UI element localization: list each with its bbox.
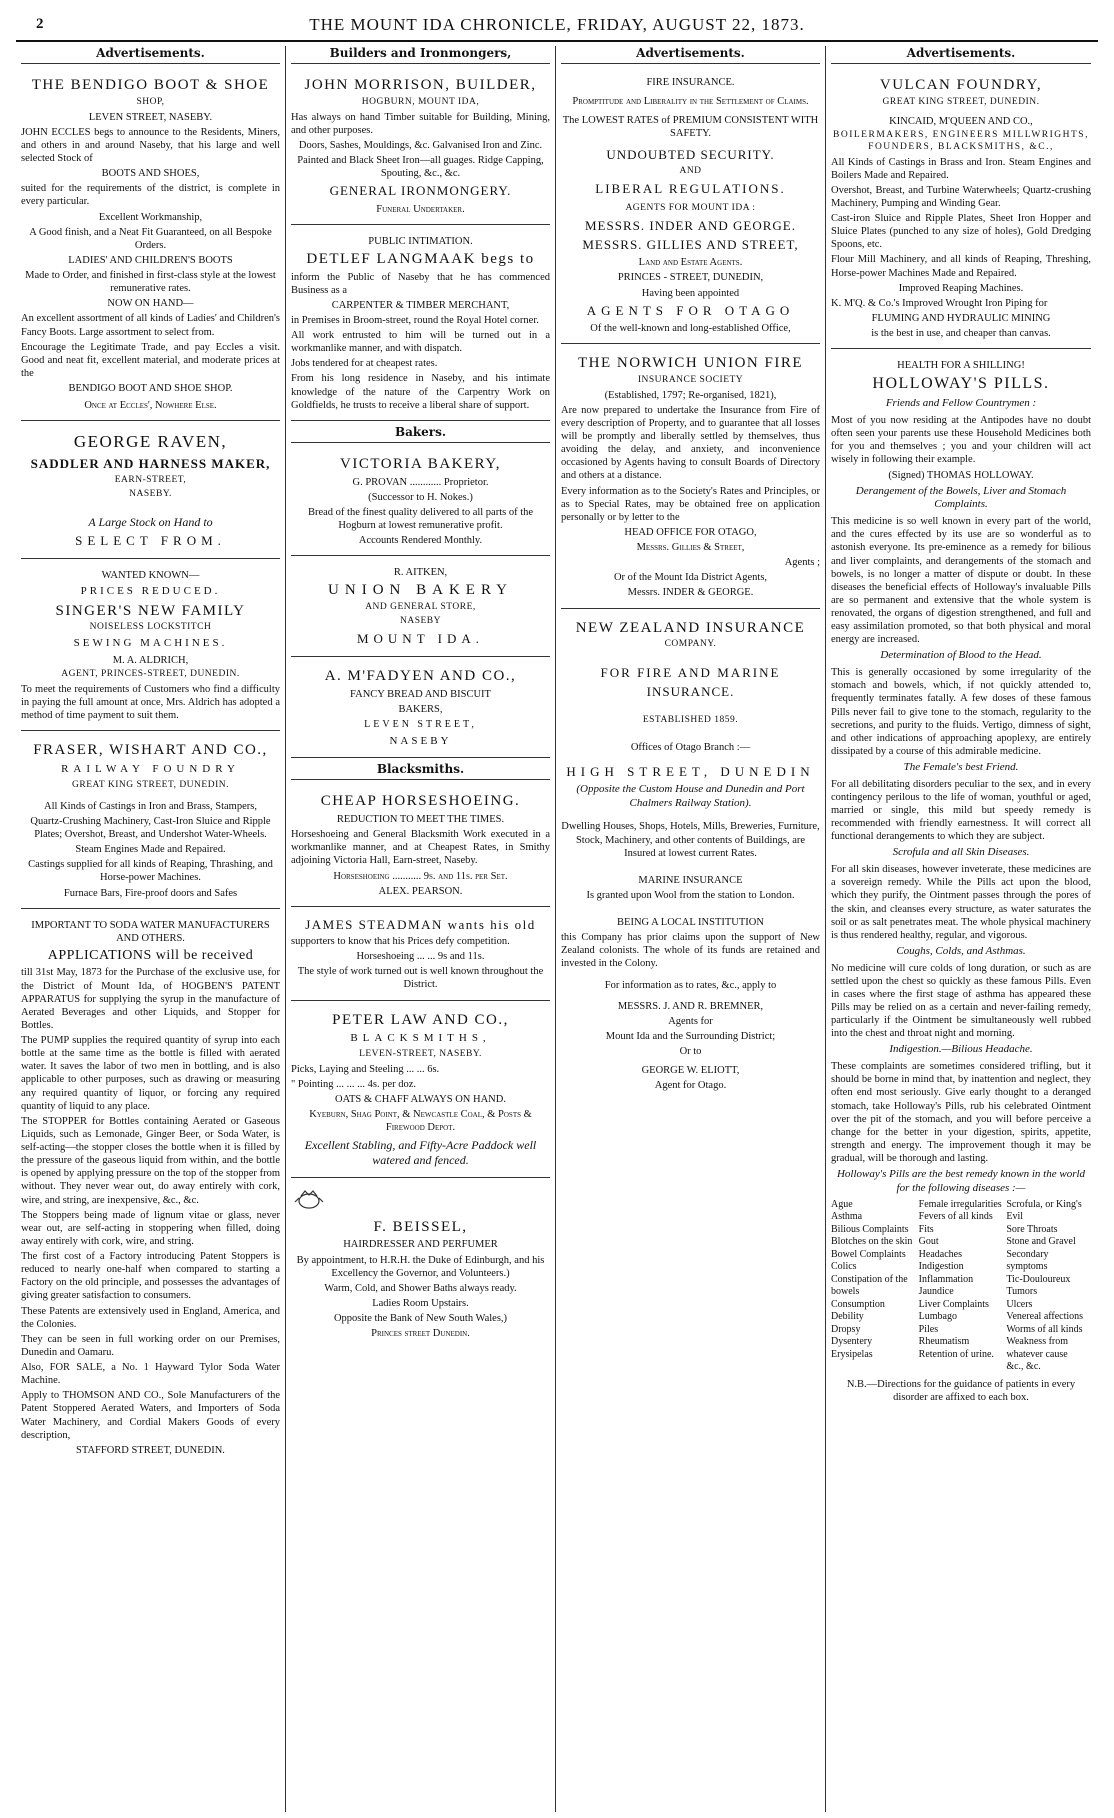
columns bbox=[16, 46, 1098, 1812]
ad-text: AND GENERAL STORE, bbox=[365, 602, 476, 612]
ad-text: Offices of Otago Branch :— bbox=[630, 741, 751, 753]
ad-text: Every information as to the Society's Rates and Principles, or as to Special Rates, may be obtained free on application personally or by letter to the bbox=[561, 485, 820, 523]
ad-trade: HAIRDRESSER AND PERFUMER bbox=[343, 1239, 498, 1251]
disease-list bbox=[831, 1199, 1091, 1374]
ad-text: is the best in use, and cheaper than canvas. bbox=[871, 328, 1051, 339]
ad-title: A. M'FADYEN AND CO., bbox=[324, 668, 517, 684]
disease-list-column: Scrofula, or King's Evil Sore Throats Stone and Gravel Secondary symptoms Tic-Douloureux Tumors Ulcers Venereal affections Worms of all kinds Weakness from whatever cause &c., &c. bbox=[1006, 1198, 1084, 1373]
ad-james-steadman bbox=[291, 911, 550, 1001]
ad-text: Excellent Stabling, and Fifty-Acre Paddock well watered and fenced. bbox=[304, 1137, 537, 1167]
ad-soda-water bbox=[21, 913, 280, 1465]
ad-text: MOUNT IDA. bbox=[356, 630, 485, 646]
ad-text: R. AITKEN, bbox=[393, 567, 448, 579]
ad-text: For information as to rates, &c., apply to bbox=[604, 979, 777, 991]
ad-slogan: Once at Eccles', Nowhere Else. bbox=[84, 400, 217, 412]
ad-text: Horseshoeing and General Blacksmith Work executed in a workmanlike manner, and at Cheapest Rates, in Smithy adjoining Victoria Hall, Earn-street, Naseby. bbox=[291, 829, 550, 867]
ad-text: NASEBY bbox=[399, 615, 441, 626]
ad-fraser-wishart bbox=[21, 735, 280, 908]
ad-text: supporters to know that his Prices defy competition. bbox=[291, 936, 510, 947]
ad-subheading: The Female's best Friend. bbox=[903, 761, 1019, 773]
ad-text: SELECT FROM. bbox=[75, 532, 226, 548]
ad-title: THE NORWICH UNION FIRE bbox=[577, 355, 804, 371]
section-heading: Blacksmiths. bbox=[291, 762, 550, 780]
ad-text: For all debilitating disorders peculiar to the sex, and in every contingency perilous to the life of woman, youthful or aged, married or single, this mild but speedy remedy is recommended with friendly earnestness. It will correct all functional derangements to which they are subject. bbox=[831, 778, 1091, 843]
ad-text: K. M'Q. & Co.'s Improved Wrought Iron Piping for bbox=[831, 297, 1048, 309]
ad-text: Also, FOR SALE, a No. 1 Hayward Tylor Soda Water Machine. bbox=[21, 1362, 280, 1387]
ad-title: APPLICATIONS will be received bbox=[47, 947, 254, 963]
ad-address: EARN-STREET, bbox=[114, 474, 187, 485]
ad-text: inform the Public of Naseby that he has commenced Business as a bbox=[291, 271, 550, 296]
ad-text: REDUCTION TO MEET THE TIMES. bbox=[336, 814, 505, 825]
ad-address: AGENT, PRINCES-STREET, DUNEDIN. bbox=[61, 669, 240, 680]
ad-text: Quartz-Crushing Machinery, Cast-Iron Sluice and Ripple Plates; Overshot, Breast, and Undershot Water-Wheels. bbox=[30, 815, 271, 840]
ad-text: Land and Estate Agents. bbox=[638, 257, 743, 269]
masthead-title: THE MOUNT IDA CHRONICLE, FRIDAY, AUGUST 22, 1873. bbox=[309, 15, 805, 34]
ad-text: Messrs. Gillies & Street, bbox=[636, 542, 745, 553]
ad-text: (Established, 1797; Re-organised, 1821), bbox=[604, 389, 777, 401]
ad-text: (Successor to H. Nokes.) bbox=[368, 491, 473, 503]
ad-text: Mount Ida and the Surrounding District; bbox=[605, 1030, 776, 1042]
ad-text: Picks, Laying and Steeling ... ... 6s. bbox=[291, 1063, 440, 1075]
ad-text: BEING A LOCAL INSTITUTION bbox=[617, 917, 764, 928]
ad-text: NASEBY bbox=[389, 734, 452, 747]
ad-text: PRICES REDUCED. bbox=[80, 584, 221, 597]
ad-text: The LOWEST RATES of PREMIUM CONSISTENT WITH SAFETY. bbox=[562, 115, 819, 140]
ad-text: WANTED KNOWN— bbox=[101, 569, 200, 581]
ad-title: VULCAN FOUNDRY, bbox=[879, 77, 1043, 93]
ad-title: THE BENDIGO BOOT & SHOE bbox=[31, 77, 270, 93]
ad-text: ALEX. PEARSON. bbox=[378, 885, 463, 897]
ad-text: Painted and Black Sheet Iron—all guages. Ridge Capping, Spouting, &c., &c. bbox=[297, 155, 544, 180]
ad-title: FRASER, WISHART AND CO., bbox=[33, 742, 268, 759]
column-heading: Builders and Ironmongers, bbox=[291, 46, 550, 64]
ad-text: This medicine is so well known in every part of the world, and the cures effected by its use are so wonderful as to astonish everyone. Its pre-eminence as a remedy for bilious and liver complaints, and derangements of the stomach and bowels, is no longer a matter of dispute or doubt. In these diseases the beneficial effects of Holloway's invaluable Pills are so permanent and extensive that the whole system is renovated, the organs of digestion strengthened, and full and easy assimilation promoted, so that both physical and moral energy are increased. bbox=[831, 516, 1091, 646]
ad-address: HOGBURN, MOUNT IDA, bbox=[361, 96, 480, 107]
ad-text: HEAD OFFICE FOR OTAGO, bbox=[624, 526, 757, 538]
ad-text: MESSRS. INDER AND GEORGE. bbox=[585, 217, 796, 233]
ad-text: All Kinds of Castings in Brass and Iron. Steam Engines and Boilers Made and Repaired. bbox=[831, 156, 1091, 181]
ad-text: Steam Engines Made and Repaired. bbox=[75, 844, 226, 856]
ad-subtitle: RAILWAY FOUNDRY bbox=[61, 763, 240, 776]
ad-text: Ladies Room Upstairs. bbox=[372, 1297, 469, 1309]
ad-text: The style of work turned out is well known throughout the District. bbox=[297, 966, 544, 991]
ad-address: GREAT KING STREET, DUNEDIN. bbox=[882, 96, 1040, 107]
ad-subheading: Determination of Blood to the Head. bbox=[880, 649, 1042, 662]
ad-text: FOR FIRE AND MARINE bbox=[600, 665, 781, 681]
column-heading: Advertisements. bbox=[561, 46, 820, 64]
ad-singer-sewing bbox=[21, 563, 280, 732]
ad-text: KINCAID, M'QUEEN AND CO., bbox=[889, 115, 1033, 127]
ad-text: BOILERMAKERS, ENGINEERS MILLWRIGHTS, FOUNDERS, BLACKSMITHS, &C., bbox=[833, 129, 1089, 152]
ad-text: Furnace Bars, Fire-proof doors and Safes bbox=[63, 887, 238, 899]
ad-text: Or to bbox=[679, 1046, 702, 1057]
ad-text: Excellent Workmanship, bbox=[98, 211, 203, 223]
ad-trade: CARPENTER & TIMBER MERCHANT, bbox=[331, 299, 510, 311]
ad-text: All work entrusted to him will be turned out in a workmanlike manner, and with dispatch. bbox=[291, 330, 550, 355]
column-2 bbox=[286, 46, 556, 1812]
ad-f-beissel bbox=[291, 1182, 550, 1349]
ad-norwich-union bbox=[561, 348, 820, 609]
ad-subtitle: SHOP, bbox=[136, 96, 165, 107]
ad-title: VICTORIA BAKERY, bbox=[340, 455, 501, 472]
disease-list-column: Ague Asthma Bilious Complaints Blotches on the skin Bowel Complaints Colics Constipation of the bowels Consumption Debility Dropsy Dysentery Erysipelas bbox=[831, 1198, 913, 1360]
ad-text: AGENTS FOR MOUNT IDA : bbox=[625, 202, 756, 213]
ad-text: From his long residence in Naseby, and his intimate knowledge of the nature of the Carpentry Work on Goldfields, he trusts to receive a liberal share of support. bbox=[291, 373, 550, 411]
ad-text: MESSRS. J. AND R. BREMNER, bbox=[617, 1000, 764, 1012]
ad-text: Horseshoeing ........... 9s. and 11s. per Set. bbox=[333, 870, 508, 882]
ad-text: Friends and Fellow Countrymen : bbox=[885, 397, 1037, 410]
ad-holloways-pills bbox=[831, 353, 1091, 1412]
ad-subheading: Indigestion.—Bilious Headache. bbox=[889, 1043, 1033, 1056]
ad-text: These complaints are sometimes considered trifling, but it should be borne in mind that, by inattention and neglect, they often end most seriously. Give early thought to a deranged stomach, take Holloway's Pills, rub his celebrated Ointment over the pit of the stomach, and you will before perceive a change for the better in your digestion, spirits, appetite, strength and energy. The improvement though it may be gradual, will be thorough and lasting. bbox=[831, 1061, 1091, 1164]
ad-text: LADIES' AND CHILDREN'S BOOTS bbox=[68, 254, 233, 266]
ad-text: These Patents are extensively used in England, America, and the Colonies. bbox=[21, 1305, 280, 1330]
ad-text: LEVEN STREET, bbox=[364, 719, 477, 730]
ad-subheading: Holloway's Pills are the best remedy known in the world for the following diseases :— bbox=[836, 1168, 1086, 1194]
ad-text: A Good finish, and a Neat Fit Guaranteed, on all Bespoke Orders. bbox=[29, 226, 272, 251]
ad-text: ESTABLISHED 1859. bbox=[642, 714, 739, 725]
ad-text: By appointment, to H.R.H. the Duke of Edinburgh, and his Excellency the Governor, and Volunteers.) bbox=[296, 1254, 545, 1279]
ad-mcfadyen bbox=[291, 661, 550, 758]
ad-text: GENERAL IRONMONGERY. bbox=[329, 183, 512, 199]
ad-text: till 31st May, 1873 for the Purchase of the exclusive use, for the District of Mount Ida, of HOGBEN'S PATENT APPARATUS for supplying the syrup in the manufacture of Aerated Beverages and other Liquids, and Stopper for Bottles. bbox=[21, 967, 280, 1031]
ad-subheading: Derangement of the Bowels, Liver and Stomach Complaints. bbox=[855, 484, 1067, 511]
ad-alex-pearson bbox=[291, 786, 550, 907]
ad-text: Or of the Mount Ida District Agents, bbox=[613, 572, 768, 584]
ad-text: BOOTS AND SHOES, bbox=[101, 168, 200, 180]
ad-text: Improved Reaping Machines. bbox=[898, 282, 1024, 294]
ad-text: INSURANCE. bbox=[646, 684, 735, 700]
column-3 bbox=[556, 46, 826, 1812]
ad-trade: SADDLER AND HARNESS MAKER, bbox=[30, 455, 271, 471]
ad-text: AND bbox=[679, 165, 702, 176]
page-number: 2 bbox=[36, 16, 45, 32]
masthead-rule bbox=[16, 40, 1098, 42]
ad-address: STAFFORD STREET, DUNEDIN. bbox=[76, 1444, 225, 1456]
ad-text: Are now prepared to undertake the Insurance from Fire of every description of Property, and to guarantee that all losses will be promptly and liberally settled by themselves, thus avoiding the delay, and anxiety, and inconvenience occasioned by Agents having to consult Boards of Directory and others at a distance. bbox=[561, 404, 820, 482]
ad-text: N.B.—Directions for the guidance of patients in every disorder are affixed to each box. bbox=[846, 1378, 1076, 1403]
ad-text: Promptitude and Liberality in the Settlement of Claims. bbox=[572, 96, 809, 108]
ad-heading: PUBLIC INTIMATION. bbox=[368, 235, 473, 247]
ad-text: Has always on hand Timber suitable for Building, Mining, and other purposes. bbox=[291, 111, 550, 136]
ad-text: The STOPPER for Bottles containing Aerated or Gaseous Liquids, such as Lemonade, Ginger Beer, or Soda Water, is self-acting—the stopper closes the bottle when it is filled by the pressure of the gaseous liquid from within, and the bottle is opened by applying pressure on the top of the stopper from without. They never wear out, do away entirely with cork, wire, and string, are inexpensive, &c., &c. bbox=[21, 1115, 280, 1206]
ad-fire-insurance bbox=[561, 70, 820, 344]
ad-text: Apply to THOMSON AND CO., Sole Manufacturers of the Patent Stoppered Aerated Waters, and Importers of Soda Water Machinery, and Cordial Makers Goods of every description, bbox=[21, 1390, 280, 1441]
column-1 bbox=[16, 46, 286, 1812]
ad-text: No medicine will cure colds of long duration, or such as are settled upon the chest so quickly as these famous Pills. Even in cases where the first stage of asthma has appeared these Pills may be relied on as a certain and never-failing remedy, particularly if the Ointment be simultaneously well rubbed into the chest and throat night and morning. bbox=[831, 962, 1091, 1040]
ad-text: Agents ; bbox=[784, 557, 820, 569]
ad-text: This is generally occasioned by some irregularity of the stomach and bowels, which, if not quickly attended to, frequently terminates fatally. A few doses of these famous Pills never fail to give tone to the stomach, regularity to the secretions, and purity to the fluids. Vertigo, dimness of sight, and other indications of approaching apoplexy, are entirely dissipated by a course of this admirable medicine. bbox=[831, 667, 1091, 757]
ad-text: Jobs tendered for at cheapest rates. bbox=[291, 358, 438, 370]
ad-victoria-bakery bbox=[291, 449, 550, 556]
ad-text: OATS & CHAFF ALWAYS ON HAND. bbox=[335, 1094, 506, 1106]
ad-text: (Signed) THOMAS HOLLOWAY. bbox=[888, 469, 1034, 481]
ad-text: They can be seen in full working order on our Premises, Dunedin and Oamaru. bbox=[21, 1333, 280, 1358]
ad-text: LIBERAL REGULATIONS. bbox=[595, 180, 786, 196]
ad-text: Opposite the Bank of New South Wales,) bbox=[333, 1313, 508, 1324]
ad-text: AGENTS FOR OTAGO bbox=[586, 302, 795, 318]
ad-text: Cast-iron Sluice and Ripple Plates, Sheet Iron Hopper and Sluice Plates (punched to any size of holes), Gold Dredging Spoons, etc. bbox=[831, 213, 1091, 251]
ad-text: For all skin diseases, however inveterate, these medicines are a sovereign remedy. While the Pills act upon the blood, which they purify, the Ointment passes through the pores of the skin, and cleanses every structure, as water saturates the soil or as salt penetrates meat. The whole physical machinery is thus rendered healthy, regular, and vigorous. bbox=[831, 864, 1091, 941]
ad-text: HEALTH FOR A SHILLING! bbox=[897, 360, 1025, 372]
ad-subtitle: COMPANY. bbox=[664, 639, 717, 650]
ad-text: Made to Order, and finished in first-class style at the lowest remunerative rates. bbox=[25, 270, 276, 295]
ad-subheading: Coughs, Colds, and Asthmas. bbox=[896, 944, 1026, 957]
ad-text: BENDIGO BOOT AND SHOE SHOP. bbox=[68, 383, 233, 394]
ad-text: JOHN ECCLES begs to announce to the Residents, Miners, and others in and around Naseby, that his large and well selected Stock of bbox=[21, 126, 280, 164]
ad-title: DETLEF LANGMAAK begs to bbox=[306, 250, 535, 267]
ad-text: FANCY BREAD AND BISCUIT bbox=[350, 688, 491, 700]
ad-title: CHEAP HORSESHOEING. bbox=[320, 793, 521, 810]
ad-title: HOLLOWAY'S PILLS. bbox=[872, 375, 1050, 393]
ad-text: BLACKSMITHS, bbox=[350, 1032, 491, 1045]
ad-bendigo-boot-shop bbox=[21, 70, 280, 421]
ad-text: Castings supplied for all kinds of Reaping, Thrashing, and Horse-power Machines. bbox=[28, 859, 273, 884]
ad-title: JOHN MORRISON, BUILDER, bbox=[304, 77, 537, 93]
ad-text: Dwelling Houses, Shops, Hotels, Mills, Breweries, Furniture, Stock, Machinery, and other contents of Buildings, are Insured at lowest current Rates. bbox=[561, 821, 820, 859]
ad-text: The PUMP supplies the required quantity of syrup into each bottle at the same time as the bottle is filled with aerated water. It saves the labor of two men in bottling, and is also applicable to other purposes, such as drawing or measuring any required quantity of liquor, or forcing any required quantity of liquid to any place. bbox=[21, 1035, 280, 1112]
ad-heading: IMPORTANT TO SODA WATER MANUFACTURERS AND OTHERS. bbox=[31, 919, 270, 944]
column-heading: Advertisements. bbox=[21, 46, 280, 64]
ad-text: NOISELESS LOCKSTITCH bbox=[89, 622, 212, 633]
ad-title: PETER LAW AND CO., bbox=[332, 1011, 509, 1028]
ad-detlef-langmaak bbox=[291, 229, 550, 421]
ad-address: Princes street Dunedin. bbox=[371, 1328, 470, 1340]
ad-john-morrison bbox=[291, 70, 550, 225]
ad-text: Funeral Undertaker. bbox=[376, 203, 465, 215]
ad-text: The Stoppers being made of lignum vitae or glass, never wear out, are self-acting in stoppering when filled, doing away entirely with cork, wire, and string. bbox=[21, 1209, 280, 1247]
ad-address: NASEBY. bbox=[129, 488, 172, 499]
ad-text: Warm, Cold, and Shower Baths always ready. bbox=[324, 1282, 517, 1294]
ad-text: in Premises in Broom-street, round the Royal Hotel corner. bbox=[291, 314, 539, 326]
ad-text: To meet the requirements of Customers who find a difficulty in paying the full amount at once, Mrs. Aldrich has adopted a method of time payment to suit them. bbox=[21, 684, 280, 722]
ad-text: Kyeburn, Shag Point, & Newcastle Coal, & Posts & Firewood Depot. bbox=[309, 1109, 532, 1134]
ad-text: FLUMING AND HYDRAULIC MINING bbox=[871, 312, 1051, 324]
ad-text: GEORGE W. ELIOTT, bbox=[641, 1065, 740, 1077]
ad-address: GREAT KING STREET, DUNEDIN. bbox=[72, 779, 229, 790]
ad-text: Overshot, Breast, and Turbine Waterwheels; Quartz-crushing Machinery, Pumping and Winding Gear. bbox=[831, 184, 1091, 209]
ad-text: Flour Mill Machinery, and all kinds of Reaping, Threshing, Horse-power Machines Made and Repaired. bbox=[831, 254, 1091, 279]
ad-text: Encourage the Legitimate Trade, and pay Eccles a visit. Good and neat fit, excellent material, and moderate prices at the bbox=[21, 341, 280, 379]
ad-address: LEVEN-STREET, NASEBY. bbox=[359, 1049, 482, 1059]
column-heading: Advertisements. bbox=[831, 46, 1091, 64]
ad-text: PRINCES - STREET, DUNEDIN, bbox=[617, 272, 764, 284]
ad-title: FIRE INSURANCE. bbox=[646, 77, 735, 88]
ad-subheading: Scrofula and all Skin Diseases. bbox=[892, 846, 1030, 859]
ad-agent: M. A. ALDRICH, bbox=[112, 655, 189, 666]
ad-text: Messrs. INDER & GEORGE. bbox=[627, 587, 754, 599]
ad-text: Most of you now residing at the Antipodes have no doubt often seen your parents use these Household Medicines both for you and themselves ; you and your children will act wisely in following their example. bbox=[831, 415, 1091, 466]
ad-text: UNDOUBTED SECURITY. bbox=[606, 146, 775, 162]
ad-title: NEW ZEALAND INSURANCE bbox=[575, 619, 806, 636]
ad-text: An excellent assortment of all kinds of Ladies' and Children's Fancy Boots. Large assortment to select from. bbox=[21, 313, 280, 338]
ad-text: Agent for Otago. bbox=[654, 1080, 727, 1092]
ad-title: UNION BAKERY bbox=[328, 582, 513, 599]
masthead bbox=[16, 12, 1098, 38]
ad-text: Is granted upon Wool from the station to London. bbox=[586, 889, 795, 901]
ad-address: LEVEN STREET, NASEBY. bbox=[88, 111, 213, 123]
ad-text: MARINE INSURANCE bbox=[638, 874, 743, 886]
ad-text: BAKERS, bbox=[398, 703, 443, 715]
ad-text: (Opposite the Custom House and Dunedin and Port Chalmers Railway Station). bbox=[576, 782, 805, 809]
column-4 bbox=[826, 46, 1096, 1812]
section-heading: Bakers. bbox=[291, 425, 550, 443]
ad-text: Accounts Rendered Monthly. bbox=[358, 535, 483, 546]
ad-text: Having been appointed bbox=[641, 287, 740, 299]
ad-text: MESSRS. GILLIES AND STREET, bbox=[582, 237, 799, 252]
ad-title: SINGER'S NEW FAMILY bbox=[55, 602, 246, 619]
ad-text: Doors, Sashes, Mouldings, &c. Galvanised Iron and Zinc. bbox=[298, 139, 543, 151]
ad-peter-law bbox=[291, 1005, 550, 1178]
ad-subtitle: INSURANCE SOCIETY bbox=[637, 374, 744, 385]
ad-text: Agents for bbox=[668, 1015, 713, 1027]
ad-text: A Large Stock on Hand to bbox=[88, 514, 213, 529]
ad-title: GEORGE RAVEN, bbox=[73, 432, 228, 452]
disease-list-column: Female irregularities Fevers of all kinds Fits Gout Headaches Indigestion Inflammation Jaundice Liver Complaints Lumbago Piles Rheumatism Retention of urine. bbox=[918, 1198, 1002, 1360]
ad-title: F. BEISSEL, bbox=[373, 1218, 468, 1235]
ad-text: All Kinds of Castings in Iron and Brass, Stampers, bbox=[44, 800, 257, 812]
ad-text: Horseshoeing ... ... 9s and 11s. bbox=[356, 951, 485, 963]
ad-vulcan-foundry bbox=[831, 70, 1091, 349]
ad-george-raven bbox=[21, 425, 280, 559]
ad-new-zealand-insurance bbox=[561, 613, 820, 1101]
ad-text: NOW ON HAND— bbox=[107, 298, 194, 310]
ad-text: G. PROVAN ............ Proprietor. bbox=[352, 476, 489, 488]
ad-text: Bread of the finest quality delivered to all parts of the Hogburn at lowest remunerative profit. bbox=[307, 506, 534, 531]
ad-text: " Pointing ... ... ... 4s. per doz. bbox=[291, 1079, 417, 1090]
ad-text: HIGH STREET, DUNEDIN bbox=[566, 763, 815, 779]
ad-text: suited for the requirements of the district, is complete in every particular. bbox=[21, 183, 280, 208]
ad-text: this Company has prior claims upon the support of New Zealand colonists. The whole of its funds are retained and invested in the Colony. bbox=[561, 932, 820, 970]
ad-union-bakery bbox=[291, 560, 550, 657]
ad-text: SEWING MACHINES. bbox=[73, 637, 228, 650]
ad-text: The first cost of a Factory introducing Patent Stoppers is reduced to nearly one-half when compared to starting a Factory on the old principle, and possesses the advantages of giving greater satisfaction to consumers. bbox=[21, 1251, 280, 1302]
ad-text: Of the well-known and long-established Office, bbox=[590, 322, 791, 334]
ad-title: JAMES STEADMAN wants his old bbox=[305, 916, 536, 932]
royal-crest-icon bbox=[291, 1188, 327, 1210]
